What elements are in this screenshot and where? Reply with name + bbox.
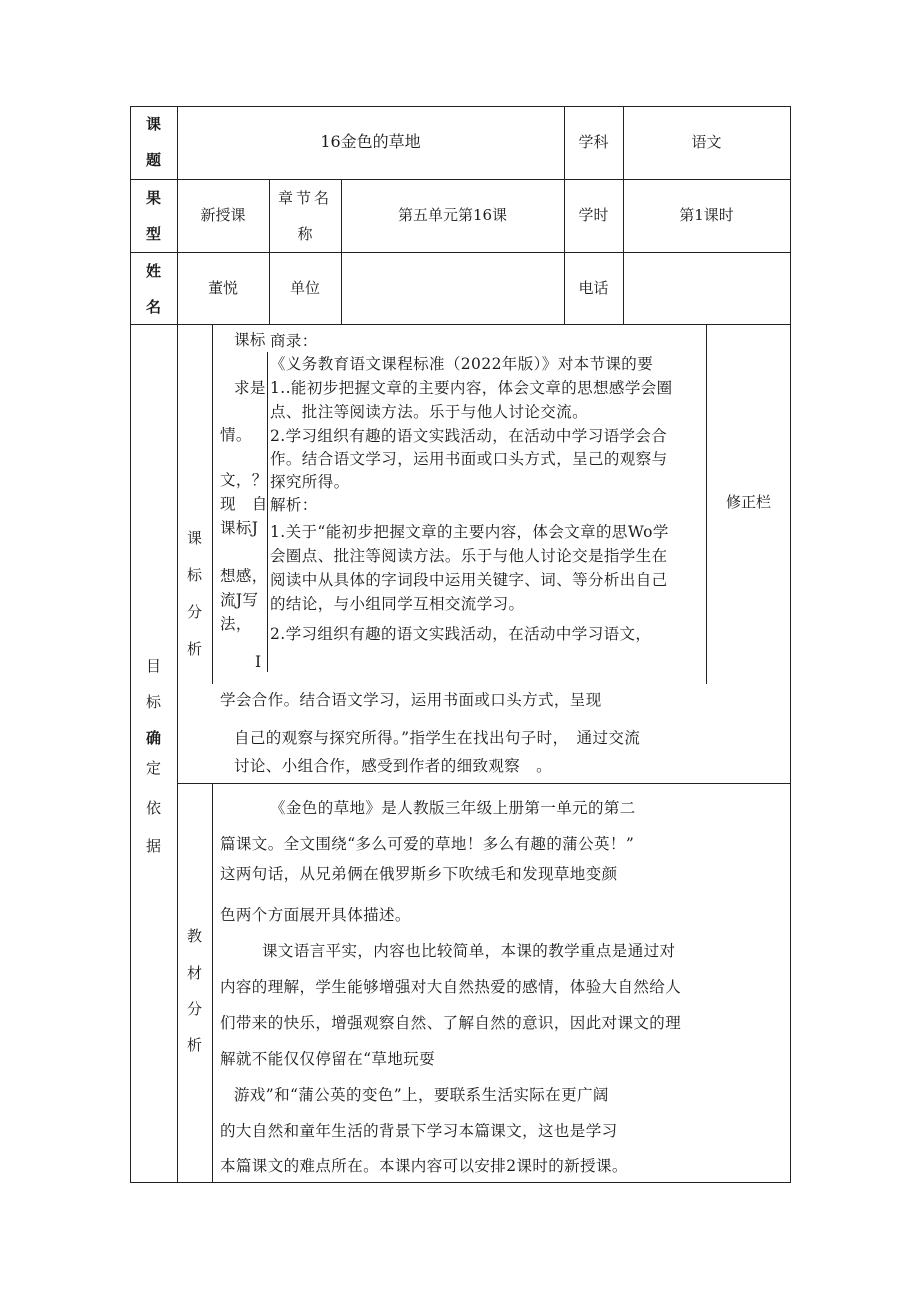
kebiao-line: 1..能初步把握文章的主要内容，体会文章的思想感学会圈: [270, 379, 673, 397]
lesson-type-value: 新授课: [200, 206, 246, 224]
hours-value: 第1课时: [679, 206, 734, 224]
continuation-line: 讨论、小组合作，感受到作者的细致观察 。: [234, 757, 553, 775]
main-label-char: 标: [145, 693, 161, 711]
kebiao-line: 解析：: [270, 496, 318, 514]
jiaocai-line: 游戏”和“蒲公英的变色”上，要联系生活实际在更广阔: [234, 1086, 609, 1104]
chapter-label-2: 称: [297, 225, 313, 243]
kebiao-line: 阅读中从具体的字词段中运用关键字、词、等分析出自己: [270, 571, 668, 589]
fragment-line: 文，？: [220, 471, 268, 489]
continuation-line: 学会合作。结合语文学习，运用书面或口头方式，呈现: [220, 691, 602, 709]
subject-label: 学科: [578, 133, 609, 151]
kebiao-line: 商录：: [270, 332, 318, 350]
jiaocai-label-char: 教: [186, 927, 202, 945]
row-label-name-2: 名: [145, 298, 161, 316]
jiaocai-line: 们带来的快乐，增强观察自然、了解自然的意识，因此对课文的理: [220, 1014, 682, 1032]
jiaocai-line: 篇课文。全文围绕“多么可爱的草地！多么有趣的蒲公英！”: [220, 835, 635, 853]
main-label-char: 定: [145, 759, 161, 777]
row-label-topic-2: 题: [145, 151, 161, 169]
lesson-title: 16金色的草地: [320, 132, 421, 151]
chapter-value: 第五单元第16课: [397, 206, 508, 224]
fragment-line: 流J写: [220, 591, 259, 609]
jiaocai-label-char: 材: [186, 964, 202, 982]
kebiao-line: 1.关于“能初步把握文章的主要内容，体会文章的思Wo学: [270, 523, 669, 541]
fragment-line: I: [255, 653, 262, 671]
fragment-line: 求是: [234, 379, 266, 397]
kebiao-label-char: 标: [186, 566, 202, 584]
fragment-line: 想感，: [220, 567, 268, 585]
kebiao-label-char: 析: [186, 640, 202, 658]
kebiao-label-char: 课: [186, 529, 202, 547]
main-label-char: 目: [145, 657, 161, 675]
kebiao-label-char: 分: [186, 603, 202, 621]
jiaocai-line: 本篇课文的难点所在。本课内容可以安排2课时的新授课。: [220, 1157, 628, 1175]
row-label-name-1: 姓: [145, 262, 161, 280]
jiaocai-line: 内容的理解，学生能够增强对大自然热爱的感情，体验大自然给人: [220, 978, 682, 996]
fragment-line: 课标: [234, 331, 266, 349]
kebiao-line: 作。结合语文学习，运用书面或口头方式，呈己的观察与: [270, 450, 668, 468]
main-label-char: 据: [145, 837, 161, 855]
jiaocai-label-char: 分: [186, 1000, 202, 1018]
jiaocai-line: 课文语言平实，内容也比较简单，本课的教学重点是通过对: [262, 942, 676, 960]
hours-label: 学时: [578, 206, 609, 224]
fragment-line: 现 自: [220, 495, 268, 513]
teacher-name: 董悦: [207, 279, 238, 297]
jiaocai-line: 色两个方面展开具体描述。: [220, 906, 411, 924]
unit-label: 单位: [289, 279, 320, 297]
kebiao-line: 会圈点、批注等阅读方法。乐于与他人讨论交是指学生在: [270, 547, 668, 565]
jiaocai-line: 解就不能仅仅停留在“草地玩耍: [220, 1050, 436, 1068]
continuation-line: 自己的观察与探究所得。”指学生在找出句子时， 通过交流: [234, 729, 641, 747]
chapter-label-1: 章节名: [277, 189, 332, 207]
row-label-type-1: 果: [145, 189, 161, 207]
phone-label: 电话: [578, 279, 609, 297]
fragment-line: 法，: [220, 615, 252, 633]
row-label-type-2: 型: [145, 225, 161, 243]
jiaocai-line: 这两句话，从兄弟俩在俄罗斯乡下吹绒毛和发现草地变颜: [220, 865, 618, 883]
subject-value: 语文: [691, 133, 722, 151]
kebiao-line: 2.学习组织有趣的语文实践活动，在活动中学习语文，: [270, 625, 652, 643]
fragment-line: 情。: [220, 426, 252, 444]
jiaocai-label-char: 析: [186, 1036, 202, 1054]
jiaocai-line: 的大自然和童年生活的背景下学习本篇课文，这也是学习: [220, 1122, 618, 1140]
revision-column-label: 修正栏: [725, 493, 771, 511]
kebiao-line: 2.学习组织有趣的语文实践活动，在活动中学习语学会合: [270, 427, 668, 445]
jiaocai-line: 《金色的草地》是人教版三年级上册第一单元的第二: [270, 799, 636, 817]
kebiao-line: 点、批注等阅读方法。乐于与他人讨论交流。: [270, 403, 589, 421]
kebiao-line: 的结论，与小组同学互相交流学习。: [270, 595, 525, 613]
kebiao-line: 《义务教育语文课程标准（2022年版）》对本节课的要: [270, 355, 654, 373]
main-label-char: 依: [145, 799, 161, 817]
fragment-line: 课标J: [220, 519, 259, 537]
kebiao-line: 探究所得。: [270, 473, 350, 491]
row-label-topic-1: 课: [145, 115, 161, 133]
main-label-char: 确: [145, 729, 161, 747]
